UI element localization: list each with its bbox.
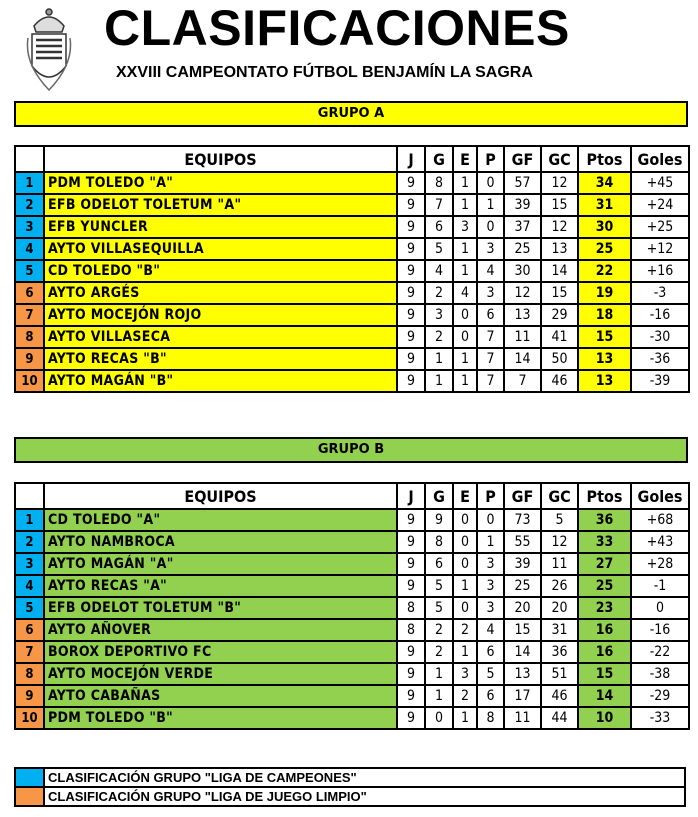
column-header-played: J (397, 146, 425, 172)
table-row (15, 531, 689, 553)
header-blank (15, 483, 44, 509)
table-row (15, 663, 689, 685)
header-row (15, 483, 689, 509)
legend-label: CLASIFICACIÓN GRUPO "LIGA DE CAMPEONES" (44, 768, 685, 787)
column-header-goals-for: GF (504, 146, 541, 172)
cell-team: AYTO RECAS "A" (44, 575, 397, 597)
cell-position: 10 (15, 707, 44, 729)
cell-team: AYTO MOCEJÓN ROJO (44, 304, 397, 326)
cell-drawn: 1 (453, 348, 477, 370)
cell-won: 0 (425, 707, 453, 729)
cell-goals-for: 39 (504, 553, 541, 575)
cell-goals-against: 12 (541, 172, 578, 194)
cell-goal-difference: +28 (631, 553, 689, 575)
cell-drawn: 0 (453, 597, 477, 619)
page-subtitle: XXVIII CAMPEONTATO FÚTBOL BENJAMÍN LA SAGRA (116, 64, 533, 81)
cell-goals-for: 14 (504, 641, 541, 663)
cell-position: 10 (15, 370, 44, 392)
crest-logo (24, 4, 74, 92)
table-row (15, 172, 689, 194)
cell-points: 16 (578, 619, 631, 641)
table-row (15, 509, 689, 531)
cell-goal-difference: +24 (631, 194, 689, 216)
cell-position: 3 (15, 553, 44, 575)
cell-goals-for: 15 (504, 619, 541, 641)
cell-lost: 3 (477, 282, 504, 304)
cell-points: 25 (578, 238, 631, 260)
cell-won: 5 (425, 597, 453, 619)
group-a-table (14, 145, 690, 393)
cell-drawn: 1 (453, 260, 477, 282)
cell-won: 1 (425, 370, 453, 392)
cell-played: 9 (397, 238, 425, 260)
cell-team: EFB ODELOT TOLETUM "A" (44, 194, 397, 216)
cell-played: 9 (397, 663, 425, 685)
table-row (15, 597, 689, 619)
cell-drawn: 1 (453, 238, 477, 260)
cell-points: 15 (578, 663, 631, 685)
cell-goals-for: 11 (504, 326, 541, 348)
cell-team: EFB ODELOT TOLETUM "B" (44, 597, 397, 619)
table-row (15, 707, 689, 729)
cell-played: 9 (397, 304, 425, 326)
table-row (15, 282, 689, 304)
cell-lost: 8 (477, 707, 504, 729)
column-header-team: EQUIPOS (44, 146, 397, 172)
cell-goals-for: 73 (504, 509, 541, 531)
table-row (15, 575, 689, 597)
cell-points: 19 (578, 282, 631, 304)
cell-team: AYTO RECAS "B" (44, 348, 397, 370)
cell-lost: 7 (477, 348, 504, 370)
cell-won: 6 (425, 553, 453, 575)
cell-team: PDM TOLEDO "A" (44, 172, 397, 194)
column-header-goals-for: GF (504, 483, 541, 509)
cell-goal-difference: -16 (631, 619, 689, 641)
cell-points: 13 (578, 348, 631, 370)
cell-played: 8 (397, 597, 425, 619)
column-header-points: Ptos (578, 483, 631, 509)
cell-played: 9 (397, 172, 425, 194)
cell-lost: 5 (477, 663, 504, 685)
cell-points: 27 (578, 553, 631, 575)
cell-goal-difference: +43 (631, 531, 689, 553)
cell-goals-for: 17 (504, 685, 541, 707)
cell-goals-for: 55 (504, 531, 541, 553)
cell-drawn: 1 (453, 575, 477, 597)
table-row (15, 685, 689, 707)
cell-goals-for: 11 (504, 707, 541, 729)
cell-played: 9 (397, 575, 425, 597)
cell-team: BOROX DEPORTIVO FC (44, 641, 397, 663)
cell-goals-for: 37 (504, 216, 541, 238)
cell-goals-against: 11 (541, 553, 578, 575)
column-header-won: G (425, 483, 453, 509)
cell-played: 9 (397, 348, 425, 370)
cell-played: 9 (397, 282, 425, 304)
cell-drawn: 1 (453, 370, 477, 392)
group-b-table (14, 482, 690, 730)
cell-played: 9 (397, 707, 425, 729)
page-title: CLASIFICACIONES (104, 0, 570, 56)
cell-position: 9 (15, 685, 44, 707)
legend-item-champions (15, 768, 685, 787)
cell-goal-difference: -1 (631, 575, 689, 597)
cell-drawn: 2 (453, 619, 477, 641)
cell-team: AYTO NAMBROCA (44, 531, 397, 553)
cell-drawn: 2 (453, 685, 477, 707)
cell-goal-difference: +16 (631, 260, 689, 282)
cell-points: 22 (578, 260, 631, 282)
column-header-drawn: E (453, 146, 477, 172)
cell-goals-against: 44 (541, 707, 578, 729)
cell-lost: 7 (477, 326, 504, 348)
cell-played: 9 (397, 641, 425, 663)
cell-position: 4 (15, 575, 44, 597)
cell-lost: 3 (477, 553, 504, 575)
cell-drawn: 0 (453, 553, 477, 575)
cell-points: 14 (578, 685, 631, 707)
cell-position: 8 (15, 326, 44, 348)
cell-goals-for: 12 (504, 282, 541, 304)
cell-goals-against: 41 (541, 326, 578, 348)
cell-won: 2 (425, 619, 453, 641)
cell-won: 2 (425, 326, 453, 348)
cell-team: AYTO CABAÑAS (44, 685, 397, 707)
cell-position: 1 (15, 509, 44, 531)
cell-position: 7 (15, 304, 44, 326)
cell-goals-against: 46 (541, 685, 578, 707)
column-header-goal-difference: Goles (631, 483, 689, 509)
cell-points: 36 (578, 509, 631, 531)
cell-won: 1 (425, 348, 453, 370)
table-row (15, 641, 689, 663)
cell-team: AYTO VILLASECA (44, 326, 397, 348)
cell-played: 9 (397, 194, 425, 216)
cell-played: 9 (397, 216, 425, 238)
cell-position: 2 (15, 531, 44, 553)
cell-won: 2 (425, 282, 453, 304)
table-row (15, 194, 689, 216)
cell-goal-difference: -38 (631, 663, 689, 685)
cell-drawn: 0 (453, 531, 477, 553)
champions-swatch (15, 768, 44, 787)
cell-drawn: 0 (453, 326, 477, 348)
cell-position: 5 (15, 597, 44, 619)
cell-goals-against: 51 (541, 663, 578, 685)
column-header-lost: P (477, 146, 504, 172)
cell-drawn: 1 (453, 641, 477, 663)
cell-lost: 4 (477, 260, 504, 282)
cell-points: 13 (578, 370, 631, 392)
cell-won: 5 (425, 575, 453, 597)
cell-lost: 0 (477, 172, 504, 194)
cell-goal-difference: +68 (631, 509, 689, 531)
cell-goals-against: 13 (541, 238, 578, 260)
cell-drawn: 1 (453, 707, 477, 729)
cell-points: 18 (578, 304, 631, 326)
cell-goals-against: 20 (541, 597, 578, 619)
cell-team: CD TOLEDO "A" (44, 509, 397, 531)
cell-goals-against: 15 (541, 282, 578, 304)
cell-lost: 1 (477, 194, 504, 216)
cell-lost: 6 (477, 685, 504, 707)
cell-team: AYTO MAGÁN "B" (44, 370, 397, 392)
cell-position: 6 (15, 619, 44, 641)
cell-team: CD TOLEDO "B" (44, 260, 397, 282)
cell-lost: 6 (477, 304, 504, 326)
cell-won: 1 (425, 663, 453, 685)
cell-goals-for: 20 (504, 597, 541, 619)
cell-drawn: 1 (453, 172, 477, 194)
cell-goals-for: 39 (504, 194, 541, 216)
cell-position: 5 (15, 260, 44, 282)
cell-team: AYTO MOCEJÓN VERDE (44, 663, 397, 685)
cell-team: PDM TOLEDO "B" (44, 707, 397, 729)
cell-won: 7 (425, 194, 453, 216)
table-row (15, 553, 689, 575)
cell-goal-difference: +25 (631, 216, 689, 238)
column-header-team: EQUIPOS (44, 483, 397, 509)
cell-points: 23 (578, 597, 631, 619)
cell-lost: 3 (477, 238, 504, 260)
cell-lost: 7 (477, 370, 504, 392)
cell-points: 25 (578, 575, 631, 597)
table-row (15, 260, 689, 282)
legend (14, 767, 686, 807)
cell-drawn: 0 (453, 509, 477, 531)
cell-goals-for: 13 (504, 663, 541, 685)
cell-goals-against: 5 (541, 509, 578, 531)
cell-points: 10 (578, 707, 631, 729)
cell-drawn: 3 (453, 663, 477, 685)
cell-lost: 3 (477, 575, 504, 597)
table-row (15, 326, 689, 348)
cell-played: 9 (397, 531, 425, 553)
column-header-won: G (425, 146, 453, 172)
table-row (15, 370, 689, 392)
cell-played: 9 (397, 553, 425, 575)
cell-goal-difference: -33 (631, 707, 689, 729)
cell-goals-against: 29 (541, 304, 578, 326)
cell-points: 30 (578, 216, 631, 238)
cell-goals-against: 31 (541, 619, 578, 641)
column-header-played: J (397, 483, 425, 509)
cell-goals-for: 57 (504, 172, 541, 194)
cell-lost: 6 (477, 641, 504, 663)
cell-won: 5 (425, 238, 453, 260)
cell-won: 9 (425, 509, 453, 531)
cell-position: 1 (15, 172, 44, 194)
group-b-banner: GRUPO B (14, 437, 688, 463)
cell-played: 9 (397, 260, 425, 282)
column-header-goals-against: GC (541, 483, 578, 509)
table-row (15, 216, 689, 238)
cell-team: AYTO VILLASEQUILLA (44, 238, 397, 260)
cell-won: 8 (425, 531, 453, 553)
cell-team: AYTO MAGÁN "A" (44, 553, 397, 575)
cell-goal-difference: -39 (631, 370, 689, 392)
cell-goal-difference: -30 (631, 326, 689, 348)
cell-goals-against: 14 (541, 260, 578, 282)
cell-points: 34 (578, 172, 631, 194)
cell-goal-difference: 0 (631, 597, 689, 619)
cell-points: 16 (578, 641, 631, 663)
cell-drawn: 1 (453, 194, 477, 216)
cell-position: 2 (15, 194, 44, 216)
cell-goals-against: 26 (541, 575, 578, 597)
cell-goals-for: 25 (504, 575, 541, 597)
cell-position: 9 (15, 348, 44, 370)
cell-goal-difference: -3 (631, 282, 689, 304)
column-header-drawn: E (453, 483, 477, 509)
cell-goals-against: 36 (541, 641, 578, 663)
fairplay-swatch (15, 787, 44, 806)
table-row (15, 619, 689, 641)
column-header-lost: P (477, 483, 504, 509)
cell-goal-difference: +12 (631, 238, 689, 260)
cell-goals-for: 13 (504, 304, 541, 326)
column-header-goals-against: GC (541, 146, 578, 172)
cell-position: 8 (15, 663, 44, 685)
cell-won: 3 (425, 304, 453, 326)
cell-goals-for: 25 (504, 238, 541, 260)
cell-team: AYTO AÑOVER (44, 619, 397, 641)
cell-goal-difference: -36 (631, 348, 689, 370)
cell-lost: 0 (477, 216, 504, 238)
cell-lost: 1 (477, 531, 504, 553)
cell-goals-for: 14 (504, 348, 541, 370)
cell-points: 33 (578, 531, 631, 553)
cell-won: 8 (425, 172, 453, 194)
cell-played: 9 (397, 685, 425, 707)
cell-goals-against: 15 (541, 194, 578, 216)
cell-goals-for: 30 (504, 260, 541, 282)
cell-points: 15 (578, 326, 631, 348)
cell-goals-against: 46 (541, 370, 578, 392)
cell-team: AYTO ARGÉS (44, 282, 397, 304)
legend-label: CLASIFICACIÓN GRUPO "LIGA DE JUEGO LIMPIO" (44, 787, 685, 806)
cell-won: 4 (425, 260, 453, 282)
cell-lost: 4 (477, 619, 504, 641)
cell-lost: 0 (477, 509, 504, 531)
cell-won: 6 (425, 216, 453, 238)
table-row (15, 238, 689, 260)
cell-goal-difference: -29 (631, 685, 689, 707)
table-row (15, 348, 689, 370)
cell-position: 4 (15, 238, 44, 260)
cell-goals-against: 12 (541, 216, 578, 238)
cell-played: 9 (397, 370, 425, 392)
header-blank (15, 146, 44, 172)
cell-position: 3 (15, 216, 44, 238)
cell-goals-for: 7 (504, 370, 541, 392)
cell-played: 9 (397, 509, 425, 531)
cell-goal-difference: -22 (631, 641, 689, 663)
cell-played: 8 (397, 619, 425, 641)
cell-won: 2 (425, 641, 453, 663)
cell-drawn: 0 (453, 304, 477, 326)
group-a-banner: GRUPO A (14, 101, 688, 127)
cell-won: 1 (425, 685, 453, 707)
header-row (15, 146, 689, 172)
cell-team: EFB YUNCLER (44, 216, 397, 238)
cell-goals-against: 50 (541, 348, 578, 370)
cell-goal-difference: -16 (631, 304, 689, 326)
cell-goals-against: 12 (541, 531, 578, 553)
legend-item-fairplay (15, 787, 685, 806)
cell-drawn: 3 (453, 216, 477, 238)
cell-drawn: 4 (453, 282, 477, 304)
cell-played: 9 (397, 326, 425, 348)
column-header-goal-difference: Goles (631, 146, 689, 172)
cell-lost: 3 (477, 597, 504, 619)
cell-goal-difference: +45 (631, 172, 689, 194)
column-header-points: Ptos (578, 146, 631, 172)
table-row (15, 304, 689, 326)
cell-position: 6 (15, 282, 44, 304)
cell-position: 7 (15, 641, 44, 663)
cell-points: 31 (578, 194, 631, 216)
